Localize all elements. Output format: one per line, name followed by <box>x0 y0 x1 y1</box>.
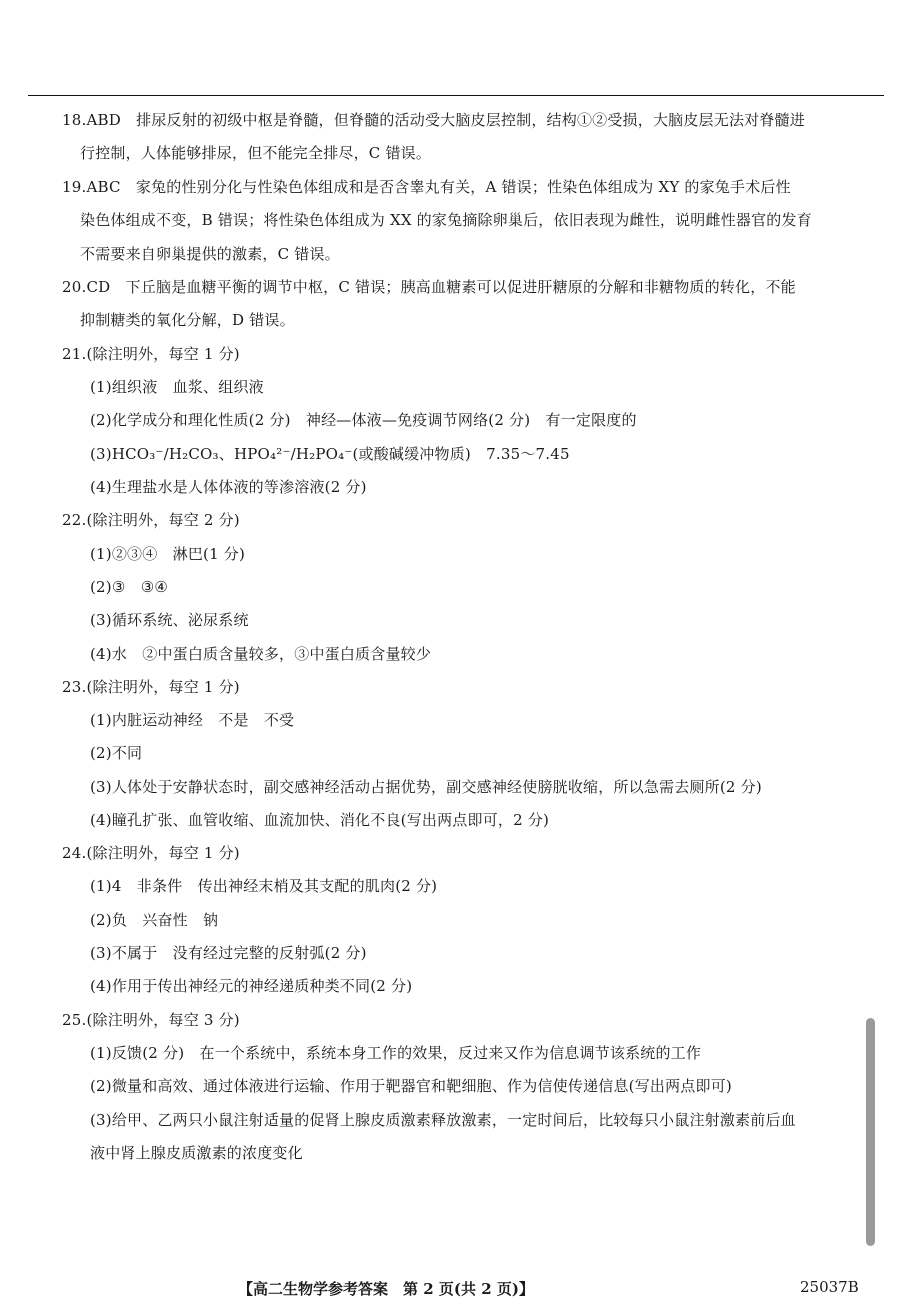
page-footer <box>0 1278 900 1302</box>
footer-code: 25037B <box>800 1278 859 1296</box>
answer-20-line-2: 抑制糖类的氧化分解，D 错误。 <box>80 311 295 329</box>
answer-23-item-3: (3)人体处于安静状态时，副交感神经活动占据优势，副交感神经使膀胱收缩，所以急需去厕所(2 分) <box>90 778 762 796</box>
header-rule <box>28 95 884 96</box>
answer-19-line-3: 不需要来自卵巢提供的激素，C 错误。 <box>80 245 340 263</box>
answer-21-item-1: (1)组织液 血浆、组织液 <box>90 378 264 396</box>
answer-25-item-3-line-1: (3)给甲、乙两只小鼠注射适量的促肾上腺皮质激素释放激素，一定时间后，比较每只小鼠注射激素前后血 <box>90 1111 796 1129</box>
answer-24-item-3: (3)不属于 没有经过完整的反射弧(2 分) <box>90 944 367 962</box>
answer-19-line-1: 19.ABC 家兔的性别分化与性染色体组成和是否含睾丸有关，A 错误；性染色体组成为 XY 的家兔手术后性 <box>62 178 791 196</box>
answer-20-line-1: 20.CD 下丘脑是血糖平衡的调节中枢，C 错误；胰高血糖素可以促进肝糖原的分解和非糖物质的转化，不能 <box>62 278 796 296</box>
answer-25-item-1: (1)反馈(2 分) 在一个系统中，系统本身工作的效果，反过来又作为信息调节该系统的工作 <box>90 1044 702 1062</box>
answer-21-item-3: (3)HCO₃⁻/H₂CO₃、HPO₄²⁻/H₂PO₄⁻(或酸碱缓冲物质) 7.35～7.45 <box>90 445 570 463</box>
answer-23-item-2: (2)不同 <box>90 744 143 762</box>
answer-22-item-2: (2)③ ③④ <box>90 578 168 596</box>
answer-24-heading: 24.(除注明外，每空 1 分) <box>62 844 240 862</box>
answer-21-heading: 21.(除注明外，每空 1 分) <box>62 345 240 363</box>
scrollbar-thumb[interactable] <box>866 1018 875 1246</box>
answer-23-item-1: (1)内脏运动神经 不是 不受 <box>90 711 295 729</box>
answer-24-item-1: (1)4 非条件 传出神经末梢及其支配的肌肉(2 分) <box>90 877 438 895</box>
answer-21-item-2: (2)化学成分和理化性质(2 分) 神经—体液—免疫调节网络(2 分) 有一定限度的 <box>90 411 637 429</box>
answer-22-item-1: (1)②③④ 淋巴(1 分) <box>90 545 246 563</box>
answer-22-item-4: (4)水 ②中蛋白质含量较多，③中蛋白质含量较少 <box>90 645 432 663</box>
answer-18-line-1: 18.ABD 排尿反射的初级中枢是脊髓，但脊髓的活动受大脑皮层控制，结构①②受损，大脑皮层无法对脊髓进 <box>62 111 805 129</box>
footer-title: 【高二生物学参考答案 第 2 页(共 2 页)】 <box>238 1280 534 1298</box>
answer-23-heading: 23.(除注明外，每空 1 分) <box>62 678 240 696</box>
answer-22-heading: 22.(除注明外，每空 2 分) <box>62 511 240 529</box>
answer-22-item-3: (3)循环系统、泌尿系统 <box>90 611 249 629</box>
answer-24-item-4: (4)作用于传出神经元的神经递质种类不同(2 分) <box>90 977 413 995</box>
answer-25-item-2: (2)微量和高效、通过体液进行运输、作用于靶器官和靶细胞、作为信使传递信息(写出两点即可) <box>90 1077 732 1095</box>
answer-21-item-4: (4)生理盐水是人体体液的等渗溶液(2 分) <box>90 478 367 496</box>
answer-25-item-3-line-2: 液中肾上腺皮质激素的浓度变化 <box>90 1144 303 1162</box>
answer-19-line-2: 染色体组成不变，B 错误；将性染色体组成为 XX 的家兔摘除卵巢后，依旧表现为雌性，说明雌性器官的发育 <box>80 211 812 229</box>
answer-18-line-2: 行控制，人体能够排尿，但不能完全排尽，C 错误。 <box>80 144 432 162</box>
answer-24-item-2: (2)负 兴奋性 钠 <box>90 911 219 929</box>
answer-23-item-4: (4)瞳孔扩张、血管收缩、血流加快、消化不良(写出两点即可，2 分) <box>90 811 550 829</box>
answer-25-heading: 25.(除注明外，每空 3 分) <box>62 1011 240 1029</box>
